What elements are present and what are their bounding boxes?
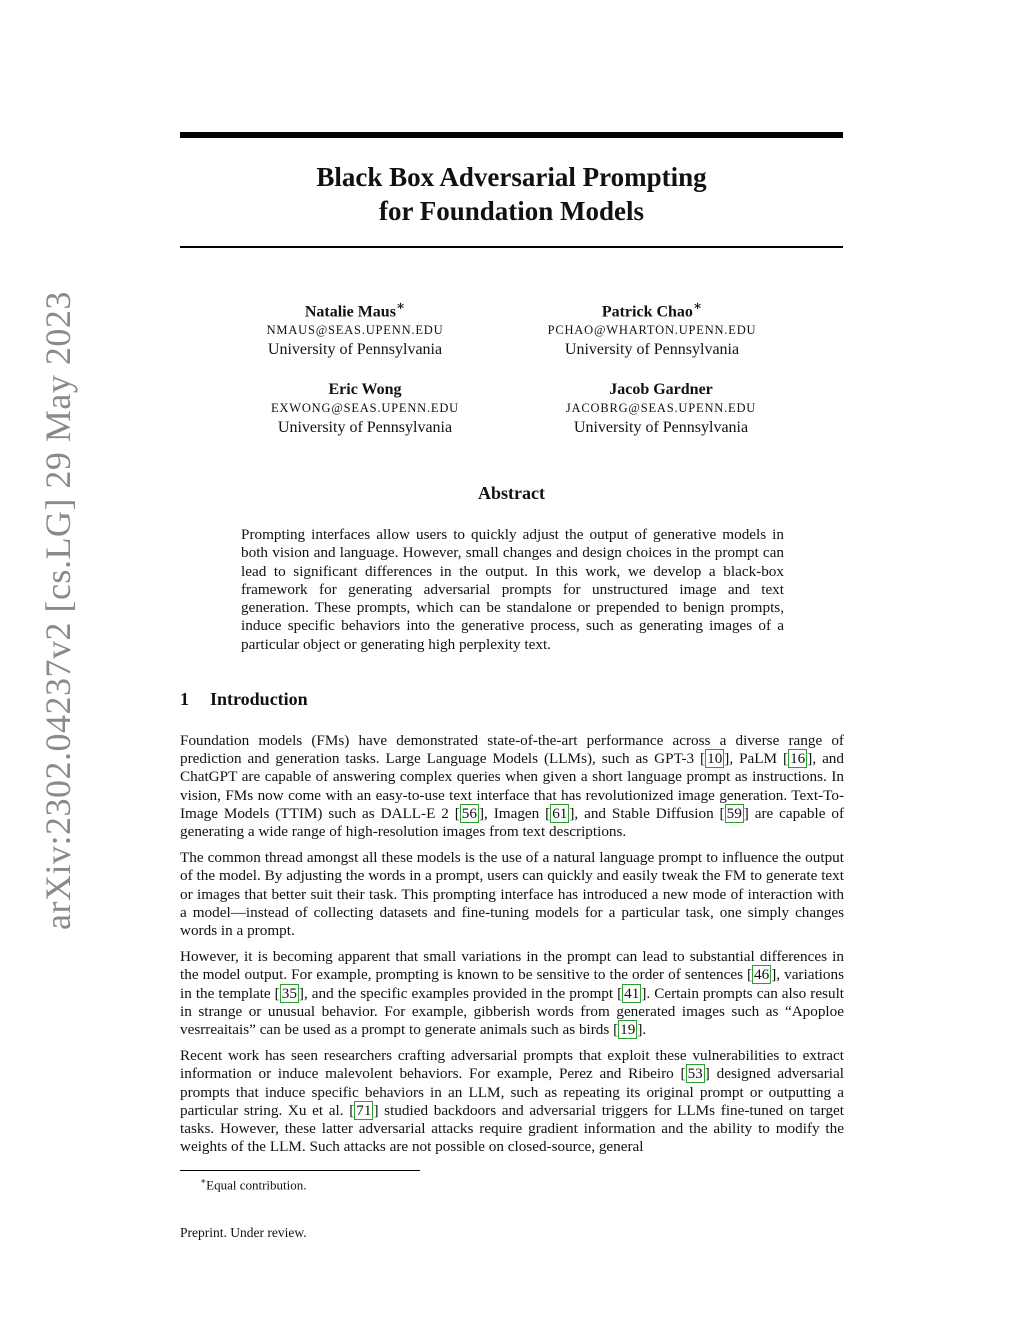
author-affiliation: University of Pennsylvania xyxy=(573,419,749,436)
title-line-2: for Foundation Models xyxy=(378,196,645,226)
citation-link[interactable]: 46 xyxy=(754,966,770,984)
author-name: Natalie Maus∗ xyxy=(304,298,406,321)
author-affiliation: University of Pennsylvania xyxy=(564,341,740,359)
abstract-heading: Abstract xyxy=(478,483,545,503)
citation-link[interactable]: 61 xyxy=(552,804,568,822)
paper-title xyxy=(180,160,843,228)
author-affiliation: University of Pennsylvania xyxy=(267,341,443,359)
citation-link[interactable]: 71 xyxy=(356,1101,372,1119)
author-block xyxy=(511,380,811,437)
citation-link[interactable]: 16 xyxy=(790,750,806,768)
footnote-mark: ∗ xyxy=(200,1176,207,1186)
section-title: Introduction xyxy=(210,689,308,709)
author-name: Patrick Chao∗ xyxy=(601,298,703,321)
author-email[interactable]: NMAUS@SEAS.UPENN.EDU xyxy=(266,323,444,338)
body-text xyxy=(180,732,844,1164)
author-block xyxy=(205,296,505,359)
paragraph: However, it is becoming apparent that small variations in the prompt can lead to substantial differences in the model output. For example, prompting is known to be sensitive to the order of sentences [ 46 ], variations in the template [ 35 ], and the specific examples provided in the prompt [ 41 ]. Certain prompts can also result in strange or unusual behavior. For example, gibberish words from generated images such as “Apoploe vesrreaitais” can be used as a prompt to generate animals such as birds [ 19 ]. xyxy=(180,948,845,1039)
abstract-text: Prompting interfaces allow users to quickly adjust the output of generative models in both vision and language. However, small changes and design choices in the prompt can lead to significant differences in the output. In this work, we develop a black-box framework for generating adversarial prompts for unstructured image and text generation. These prompts, which can be standalone or prepended to benign prompts, induce specific behaviors into the generative process, such as generating images of a particular object or generating high perplexity text. xyxy=(241,526,784,653)
arxiv-identifier[interactable]: arXiv:2302.04237v2 [cs.LG] 29 May 2023 xyxy=(38,291,78,930)
author-block xyxy=(502,296,802,359)
citation-link[interactable]: 53 xyxy=(687,1065,703,1083)
paragraph: Foundation models (FMs) have demonstrated state-of-the-art performance across a diverse range of prediction and generation tasks. Large Language Models (LLMs), such as GPT-3 [ 10 ], PaLM [ 16 ], and ChatGPT are capable of answering complex queries when given a short language prompt as instructions. In vision, FMs now come with an easy-to-use text interface that has revolutionized image generation. Text-To-Image Models (TTIM) such as DALL-E 2 [ 56 ], Imagen [ 61 ], and Stable Diffusion [ 59 ] are capable of generating a wide range of high-resolution images from text descriptions. xyxy=(180,732,845,841)
author-name: Eric Wong xyxy=(328,381,402,398)
citation-link[interactable]: 59 xyxy=(726,804,742,822)
author-email[interactable]: EXWONG@SEAS.UPENN.EDU xyxy=(270,401,460,415)
footnote-rule xyxy=(180,1170,420,1171)
author-affiliation: University of Pennsylvania xyxy=(277,419,453,436)
title-bottom-rule xyxy=(180,246,843,248)
section-number: 1 xyxy=(180,689,189,709)
footnote xyxy=(200,1176,307,1193)
title-top-rule xyxy=(180,132,843,138)
footnote-text: Equal contribution. xyxy=(206,1177,307,1193)
paragraph: The common thread amongst all these models is the use of a natural language prompt to influence the output of the model. By adjusting the words in a prompt, users can quickly and easily tweak the FM to generate text or images that better suit their task. This prompting interface has introduced a new mode of interaction with a model—instead of collecting datasets and fine-tuning models for a particular task, one simply changes words in a prompt. xyxy=(180,849,844,940)
citation-link[interactable]: 10 xyxy=(707,750,723,768)
author-email[interactable]: JACOBRG@SEAS.UPENN.EDU xyxy=(565,401,757,415)
citation-link[interactable]: 41 xyxy=(624,984,640,1002)
section-heading xyxy=(180,689,308,710)
author-name: Jacob Gardner xyxy=(609,381,713,398)
author-email[interactable]: PCHAO@WHARTON.UPENN.EDU xyxy=(547,323,757,338)
preprint-notice: Preprint. Under review. xyxy=(180,1225,307,1240)
paragraph: Recent work has seen researchers crafting adversarial prompts that exploit these vulnerabilities to extract information or induce malevolent behaviors. For example, Perez and Ribeiro [ 53 ] designed adversarial prompts that induce specific behaviors in an LLM, such as repeating its original prompt or outputting a particular string. Xu et al. [ 71 ] studied backdoors and adversarial triggers for LLMs fine-tuned on target tasks. However, these latter adversarial attacks require gradient information and the ability to modify the weights of the LLM. Such attacks are not possible on closed-source, general xyxy=(180,1047,844,1156)
author-block xyxy=(215,380,515,437)
citation-link[interactable]: 19 xyxy=(620,1021,636,1039)
title-line-1: Black Box Adversarial Prompting xyxy=(316,162,707,192)
citation-link[interactable]: 35 xyxy=(281,984,297,1002)
citation-link[interactable]: 56 xyxy=(461,804,477,822)
